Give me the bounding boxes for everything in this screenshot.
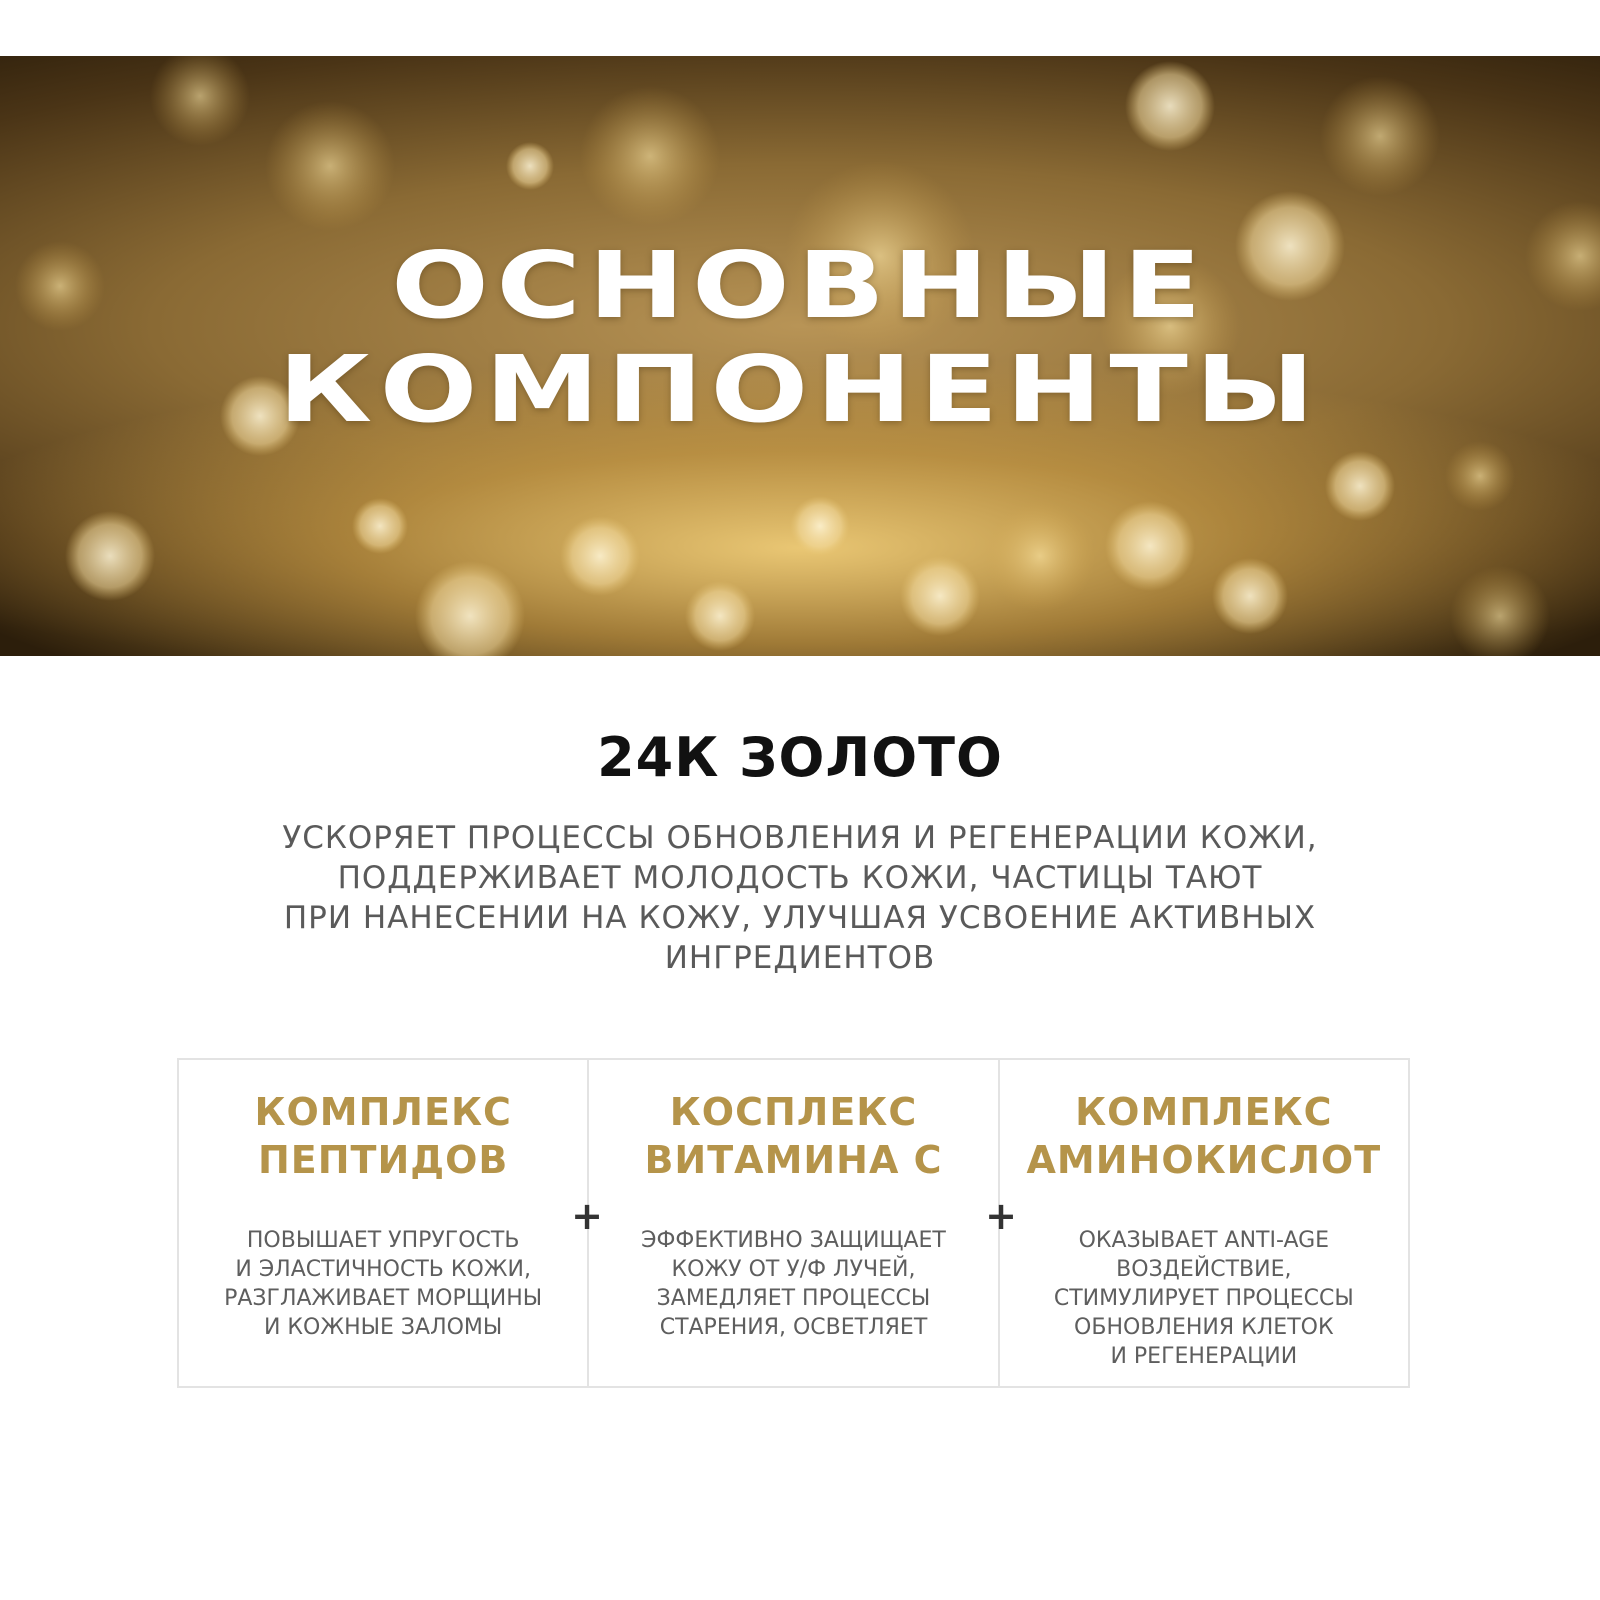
banner-title-line-2: КОМПОНЕНТЫ [278,336,1322,443]
card-peptides [179,1060,587,1386]
card-title: КОМПЛЕКС ПЕПТИДОВ [254,1090,512,1182]
description-line: ПОДДЕРЖИВАЕТ МОЛОДОСТЬ КОЖИ, ЧАСТИЦЫ ТАЮТ [337,860,1263,896]
plus-icon: + [571,1194,603,1238]
card-text: ЭФФЕКТИВНО ЗАЩИЩАЕТ КОЖУ ОТ У/Ф ЛУЧЕЙ, ЗАМЕДЛЯЕТ ПРОЦЕССЫ СТАРЕНИЯ, ОСВЕТЛЯЕТ [641,1228,946,1340]
hero-banner [0,56,1600,656]
card-text: ПОВЫШАЕТ УПРУГОСТЬ И ЭЛАСТИЧНОСТЬ КОЖИ, РАЗГЛАЖИВАЕТ МОРЩИНЫ И КОЖНЫЕ ЗАЛОМЫ [224,1228,543,1340]
components-grid [177,1058,1410,1388]
card-vitamin-c [587,1060,997,1386]
description-line: ИНГРЕДИЕНТОВ [664,940,936,976]
description-line: ПРИ НАНЕСЕНИИ НА КОЖУ, УЛУЧШАЯ УСВОЕНИЕ АКТИВНЫХ [283,900,1317,936]
banner-title [0,234,1600,442]
card-amino-acids [998,1060,1408,1386]
card-title: КОМПЛЕКС АМИНОКИСЛОТ [1026,1090,1382,1182]
card-text: ОКАЗЫВАЕТ ANTI-AGE ВОЗДЕЙСТВИЕ, СТИМУЛИРУЕТ ПРОЦЕССЫ ОБНОВЛЕНИЯ КЛЕТОК И РЕГЕНЕРАЦИИ [1053,1228,1354,1369]
card-title: КОСПЛЕКС ВИТАМИНА С [644,1090,943,1182]
plus-icon: + [985,1194,1017,1238]
banner-title-line-1: ОСНОВНЫЕ [391,232,1209,339]
section-title: 24К ЗОЛОТО [597,726,1003,789]
section-description [200,818,1400,978]
description-line: УСКОРЯЕТ ПРОЦЕССЫ ОБНОВЛЕНИЯ И РЕГЕНЕРАЦИИ КОЖИ, [282,820,1318,856]
